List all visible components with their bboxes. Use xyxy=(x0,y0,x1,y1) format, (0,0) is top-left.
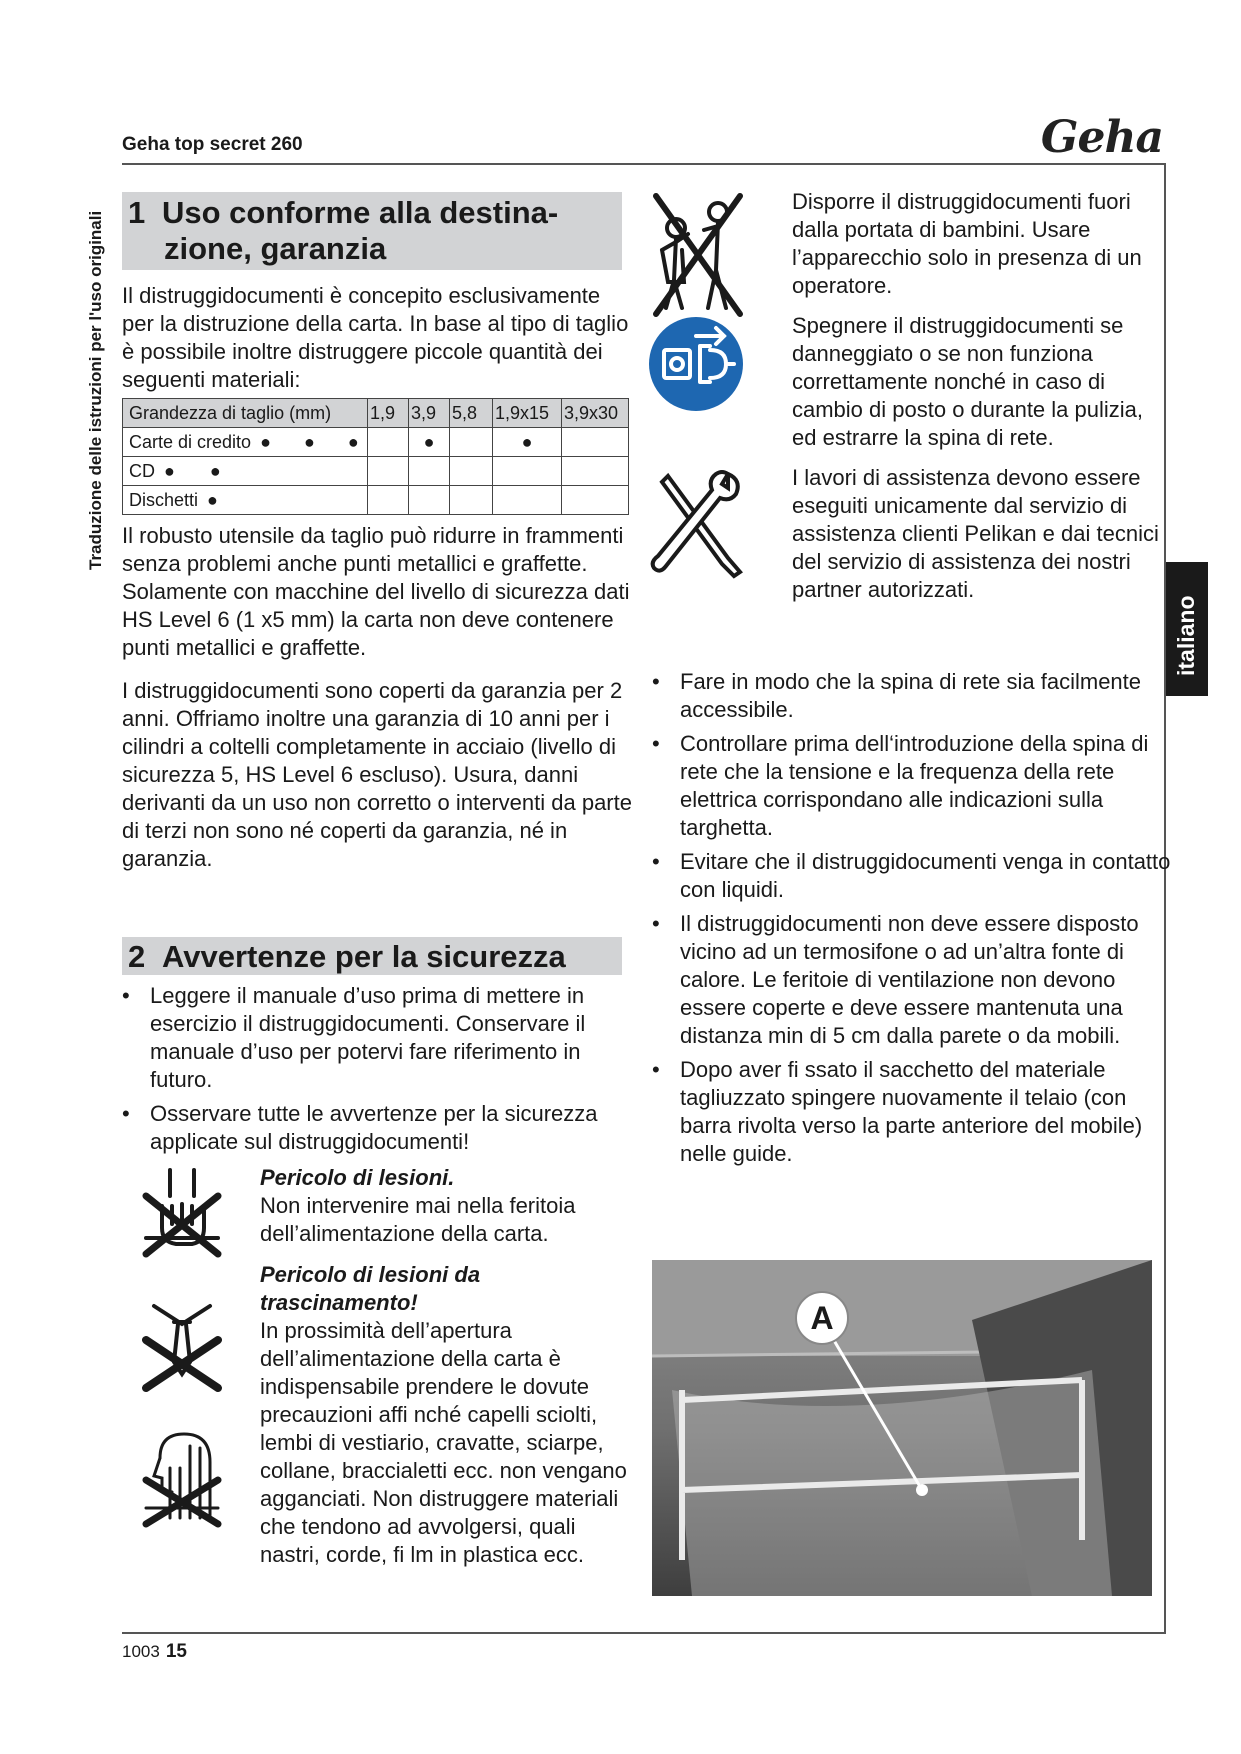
table-cell xyxy=(368,457,409,486)
cut-size-table xyxy=(122,398,629,515)
photo-label-a: A xyxy=(810,1300,834,1336)
warning-injury-text: Non intervenire mai nella feritoia dell’alimentazione della carta. xyxy=(260,1193,576,1246)
table-row xyxy=(123,428,629,457)
row-label: CD xyxy=(129,460,155,481)
document-code: 1003 xyxy=(122,1642,160,1661)
section-1-cutting-tool-text: Il robusto utensile da taglio può ridurre in frammenti senza problemi anche punti metallici e graffette. Solamente con macchine del livello di sicurezza dati HS Level 6 (1 x5 mm) la carta non deve contenere punti metallici e graffette. xyxy=(122,523,630,660)
section-1-heading xyxy=(122,192,622,270)
list-item: • Dopo aver fi ssato il sacchetto del materiale tagliuzzato spingere nuovamente il telaio (con barra rivolta verso la parte anteriore del mobile) nelle guide. xyxy=(652,1056,1172,1168)
service-tools-icon xyxy=(650,466,746,580)
row-mark: ● xyxy=(164,460,175,481)
children-warning: Disporre il distruggidocumenti fuori dalla portata di bambini. Usare l’apparecchio solo in presenza di un operatore. xyxy=(792,189,1142,298)
table-cell xyxy=(450,457,493,486)
section-1-number: 1 xyxy=(128,195,146,230)
table-cell xyxy=(493,457,562,486)
table-cell xyxy=(450,486,493,515)
row-mark: ● xyxy=(207,489,218,510)
table-header-cell: 1,9 xyxy=(368,399,409,428)
table-cell xyxy=(562,486,629,515)
no-children-icon xyxy=(648,190,748,320)
table-cell xyxy=(368,428,409,457)
table-header-cell: Grandezza di taglio (mm) xyxy=(123,399,368,428)
list-item: • Il distruggidocumenti non deve essere disposto vicino ad un termosifone o ad un’altra fonte di calore. Le feritoie di ventilazione non devono essere coperte e deve essere mantenuta una distanza min di 5 cm dalla parete o da mobili. xyxy=(652,910,1172,1050)
page-number: 15 xyxy=(165,1641,187,1662)
table-cell xyxy=(409,486,450,515)
list-item: • Osservare tutte le avvertenze per la sicurezza applicate sul distruggidocumenti! xyxy=(122,1100,622,1156)
section-2-number: 2 xyxy=(128,939,146,974)
table-header-cell: 3,9x30 xyxy=(562,399,629,428)
row-mark: ● xyxy=(209,460,221,481)
section-1-intro: Il distruggidocumenti è concepito esclusivamente per la distruzione della carta. In base al tipo di taglio è possibile inoltre distruggere piccole quantità dei seguenti materiali: xyxy=(122,283,629,392)
side-translation-label: Traduzione delle istruzioni per l'uso originali xyxy=(86,210,105,570)
table-cell xyxy=(562,428,629,457)
table-header-cell: 1,9x15 xyxy=(493,399,562,428)
list-item: • Controllare prima dell‘introduzione della spina di rete che la tensione e la frequenza della rete elettrica corrispondano alle indicazioni sulla targhetta. xyxy=(652,730,1172,842)
table-cell xyxy=(562,457,629,486)
document-header-title: Geha top secret 260 xyxy=(122,134,303,155)
row-mark: ● xyxy=(347,431,359,452)
list-item: • Leggere il manuale d’uso prima di mettere in esercizio il distruggidocumenti. Conservare il manuale d’uso per potervi fare riferimento in futuro. xyxy=(122,982,622,1094)
list-item: • Evitare che il distruggidocumenti venga in contatto con liquidi. xyxy=(652,848,1172,904)
brand-logo: Geha xyxy=(1040,112,1163,163)
service-note: I lavori di assistenza devono essere eseguiti unicamente dal servizio di assistenza clienti Pelikan e dai tecnici del servizio di assistenza dei nostri partner autorizzati. xyxy=(792,465,1159,602)
page-footer xyxy=(122,1641,187,1663)
table-row xyxy=(123,457,629,486)
list-item: • Fare in modo che la spina di rete sia facilmente accessibile. xyxy=(652,668,1172,724)
row-mark: ● xyxy=(260,431,271,452)
header-rule xyxy=(122,163,1166,165)
section-1-title-line1: Uso conforme alla destina- xyxy=(162,195,559,230)
shredder-bag-frame-photo xyxy=(652,1260,1152,1596)
table-cell: ● xyxy=(493,428,562,457)
section-2-title: Avvertenze per la sicurezza xyxy=(162,939,566,974)
warning-injury-title: Pericolo di lesioni. xyxy=(260,1165,455,1190)
row-label: Carte di credito xyxy=(129,431,252,452)
table-cell xyxy=(368,486,409,515)
no-entanglement-tie-icon xyxy=(140,1300,224,1392)
table-cell: ● xyxy=(409,428,450,457)
section-2-heading xyxy=(122,937,622,975)
table-row xyxy=(123,486,629,515)
no-loose-hair-icon xyxy=(140,1428,224,1528)
row-mark: ● xyxy=(303,431,315,452)
warning-entanglement-title: Pericolo di lesioni da trascinamento! xyxy=(260,1262,481,1315)
no-hands-in-feed-icon xyxy=(140,1166,224,1258)
warning-entanglement-text: In prossimità dell’apertura dell’alimentazione della carta è indispensabile prendere le dovute precauzioni affi nché capelli sciolti, lembi di vestiario, cravatte, sciarpe, collane, braccialetti ecc. non vengano agganciati. Non distruggere materiali che tendono ad avvolgersi, quali nastri, corde, fi lm in plastica ecc. xyxy=(260,1318,627,1567)
unplug-warning: Spegnere il distruggidocumenti se danneggiato o se non funziona correttamente nonché in caso di cambio di posto o durante la pulizia, ed estrarre la spina di rete. xyxy=(792,313,1143,450)
language-tab-label: italiano xyxy=(1173,595,1199,676)
warning-injury xyxy=(260,1164,630,1248)
section-2-bullet-list xyxy=(122,982,622,1162)
table-cell xyxy=(493,486,562,515)
row-label: Dischetti xyxy=(129,489,199,510)
footer-rule xyxy=(122,1632,1166,1634)
table-cell xyxy=(123,457,368,486)
table-cell xyxy=(123,428,368,457)
table-header-cell: 3,9 xyxy=(409,399,450,428)
table-header-row xyxy=(123,399,629,428)
table-header-cell: 5,8 xyxy=(450,399,493,428)
table-cell xyxy=(123,486,368,515)
right-bullet-list xyxy=(652,668,1172,1174)
section-1-warranty-text: I distruggidocumenti sono coperti da garanzia per 2 anni. Offriamo inoltre una garanzia di 10 anni per i cilindri a coltelli completamente in acciaio (livello di sicurezza 5, HS Level 6 escluso). Usura, danni derivanti da un uso non corretto o interventi da parte di terzi non sono né coperti da garanzia, né in garanzia. xyxy=(122,678,632,871)
section-1-title-line2: zione, garanzia xyxy=(164,231,387,266)
language-tab xyxy=(1166,562,1208,696)
table-cell xyxy=(409,457,450,486)
table-cell xyxy=(450,428,493,457)
unplug-mains-icon xyxy=(648,316,744,412)
warning-entanglement xyxy=(260,1261,630,1569)
